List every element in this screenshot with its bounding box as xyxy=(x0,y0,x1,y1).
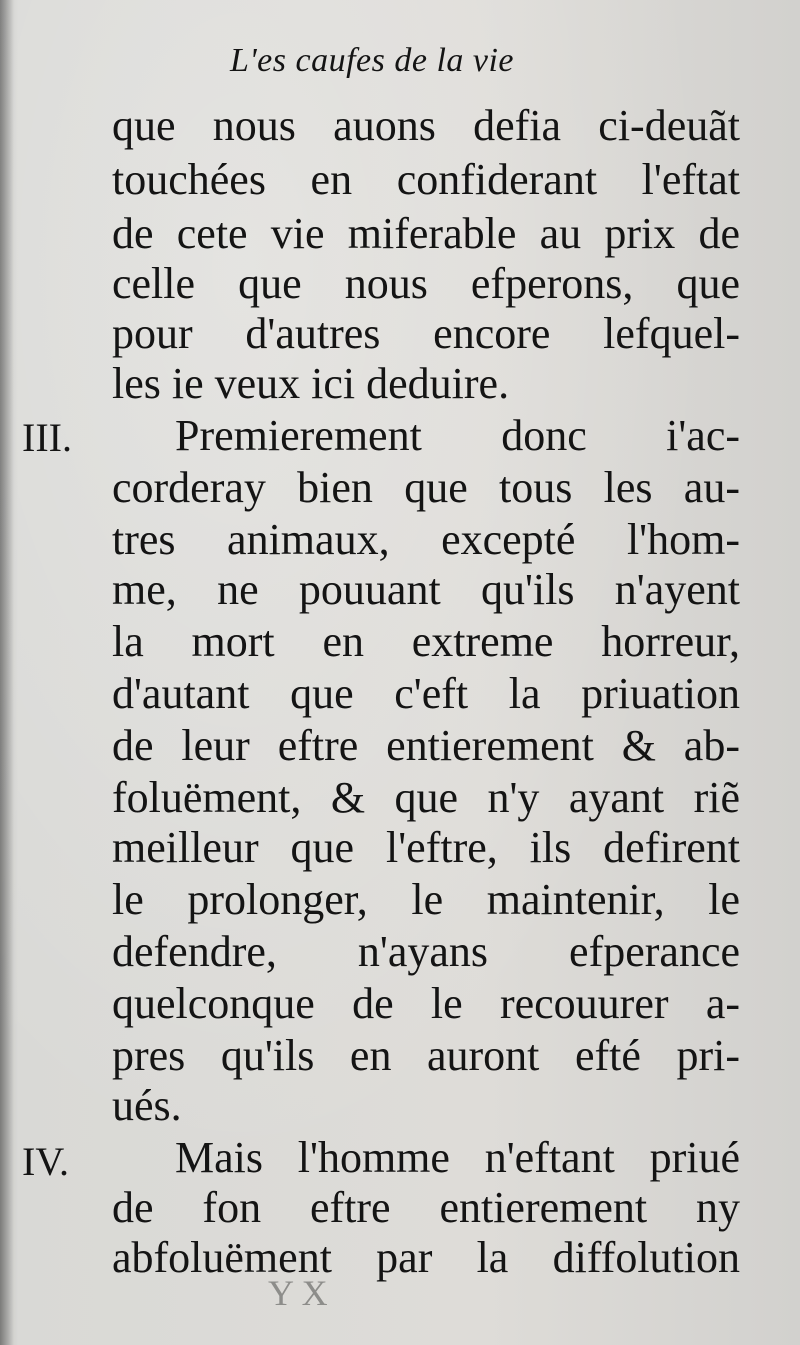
text-line: ués. xyxy=(112,1081,182,1130)
text-line: abfoluëment par la diffolution xyxy=(112,1233,740,1282)
text-line: me, ne pouuant qu'ils n'ayent xyxy=(112,565,740,614)
text-line: tres animaux, excepté l'hom- xyxy=(112,515,740,564)
text-line: quelconque de le recouurer a- xyxy=(112,979,740,1028)
running-head: L'es caufes de la vie xyxy=(230,42,515,79)
text-line: pres qu'ils en auront efté pri- xyxy=(112,1031,740,1080)
text-line: Mais l'homme n'eftant priué xyxy=(175,1133,740,1182)
paragraph-number-iv: IV. xyxy=(22,1139,70,1184)
text-line: que nous auons defia ci-deuãt xyxy=(112,101,740,150)
text-line: d'autant que c'eft la priuation xyxy=(112,669,740,718)
text-line: Premierement donc i'ac- xyxy=(175,411,740,460)
text-line: de cete vie miferable au prix de xyxy=(112,209,740,258)
text-line: les ie veux ici deduire. xyxy=(112,359,510,408)
signature-mark: Y X xyxy=(268,1273,328,1313)
text-line: pour d'autres encore lefquel- xyxy=(112,309,740,358)
text-line: de leur eftre entierement & ab- xyxy=(112,721,740,770)
text-line: celle que nous efperons, que xyxy=(112,259,740,308)
text-line: de fon eftre entierement ny xyxy=(112,1183,740,1232)
text-line: la mort en extreme horreur, xyxy=(112,617,740,666)
text-line: le prolonger, le maintenir, le xyxy=(112,875,740,924)
text-line: defendre, n'ayans efperance xyxy=(112,927,740,976)
text-line: foluëment, & que n'y ayant riẽ xyxy=(112,773,740,822)
text-line: meilleur que l'eftre, ils defirent xyxy=(112,823,740,872)
text-line: corderay bien que tous les au- xyxy=(112,463,740,512)
paragraph-number-iii: III. xyxy=(22,415,72,460)
text-line: touchées en confiderant l'eftat xyxy=(112,155,740,204)
